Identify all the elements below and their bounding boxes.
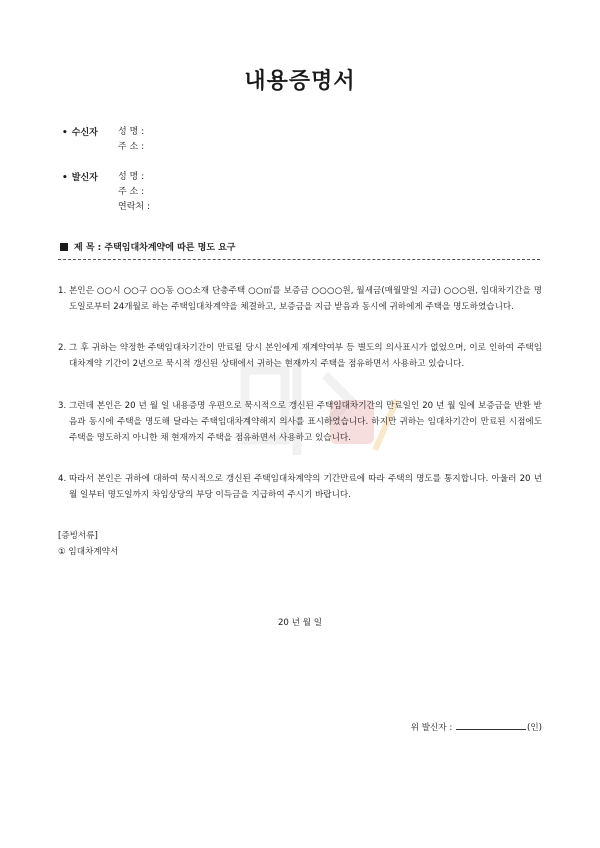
field-label: 성 명 : xyxy=(118,127,145,137)
field-label: 주 소 : xyxy=(118,187,145,197)
document-date: 20 년 월 일 xyxy=(277,618,323,628)
paragraph-2 xyxy=(58,340,542,372)
seal-mark: (인) xyxy=(526,723,542,733)
document-title: 내용증명서 xyxy=(244,69,356,94)
recipient-label: 수신자 xyxy=(71,128,98,138)
attachment-item: ① 임대차계약서 xyxy=(58,547,119,557)
field-label: 성 명 : xyxy=(118,172,145,182)
attachments-section xyxy=(58,528,118,560)
subject-line xyxy=(60,240,236,253)
paragraph-text: 따라서 본인은 귀하에 대하여 묵시적으로 갱신된 주택임대차계약의 기간만료에 따라 주택의 명도를 통지합니다. 아울러 20 년 월 일부터 명도일까지 차임상당의 부당 이득금을 지급하여 주시기 바랍니다. xyxy=(69,474,542,500)
paragraph-number: 2. xyxy=(58,343,67,353)
paragraph-number: 3. xyxy=(58,401,67,411)
paragraph-text: 그런데 본인은 20 년 월 일 내용증명 우편으로 묵시적으로 갱신된 주택임대차기간의 만료일인 20 년 월 일에 보증금을 반환 받음과 동시에 주택을 명도해 달라는 주택임대차계약해지 의사를 표시하였습니다. 하지만 귀하는 임대차기간이 만료된 시점에도 주택을 명도하지 아니한 채 현재까지 주택을 점유하면서 사용하고 있습니다. xyxy=(69,401,542,443)
bullet-icon: • xyxy=(62,128,68,138)
subject-text: 제 목 : 주택임대차계약에 따른 명도 요구 xyxy=(74,243,236,253)
field-label: 연락처 : xyxy=(118,202,150,212)
bullet-icon: • xyxy=(62,173,68,183)
attachments-heading: [증빙서류] xyxy=(58,531,98,541)
recipient-name-field xyxy=(118,125,150,140)
divider xyxy=(58,259,540,260)
sender-address-field xyxy=(118,185,150,200)
paragraph-3 xyxy=(58,398,542,446)
square-bullet-icon xyxy=(60,243,68,251)
sender-name-field xyxy=(118,170,150,185)
field-label: 주 소 : xyxy=(118,142,145,152)
paragraph-number: 4. xyxy=(58,474,67,484)
paragraph-4 xyxy=(58,471,542,503)
paragraph-number: 1. xyxy=(58,286,67,296)
signature-line xyxy=(411,720,542,733)
sender-contact-field xyxy=(118,200,150,215)
signature-blank xyxy=(456,720,526,730)
signature-label: 위 발신자 : xyxy=(410,723,453,733)
paragraph-text: 그 후 귀하는 약정한 주택임대차기간이 만료될 당시 본인에게 재계약여부 등 별도의 의사표시가 없었으며, 이로 인하여 주택임대차계약 기간이 2년으로 묵시적 갱신된 상태에서 귀하는 현재까지 주택을 점유하면서 사용하고 있습니다. xyxy=(69,343,542,369)
recipient-address-field xyxy=(118,140,150,155)
paragraph-1 xyxy=(58,283,542,315)
paragraph-text: 본인은 ○○시 ○○구 ○○동 ○○소재 단층주택 ○○㎡를 보증금 ○○○○원, 월세금(매월말일 지급) ○○○원, 임대차기간을 명도일로부터 24개월로 하는 주택임대차계약을 체결하고, 보증금을 지급 받음과 동시에 귀하에게 주택을 명도하였습니다. xyxy=(69,286,542,312)
sender-label: 발신자 xyxy=(71,173,98,183)
